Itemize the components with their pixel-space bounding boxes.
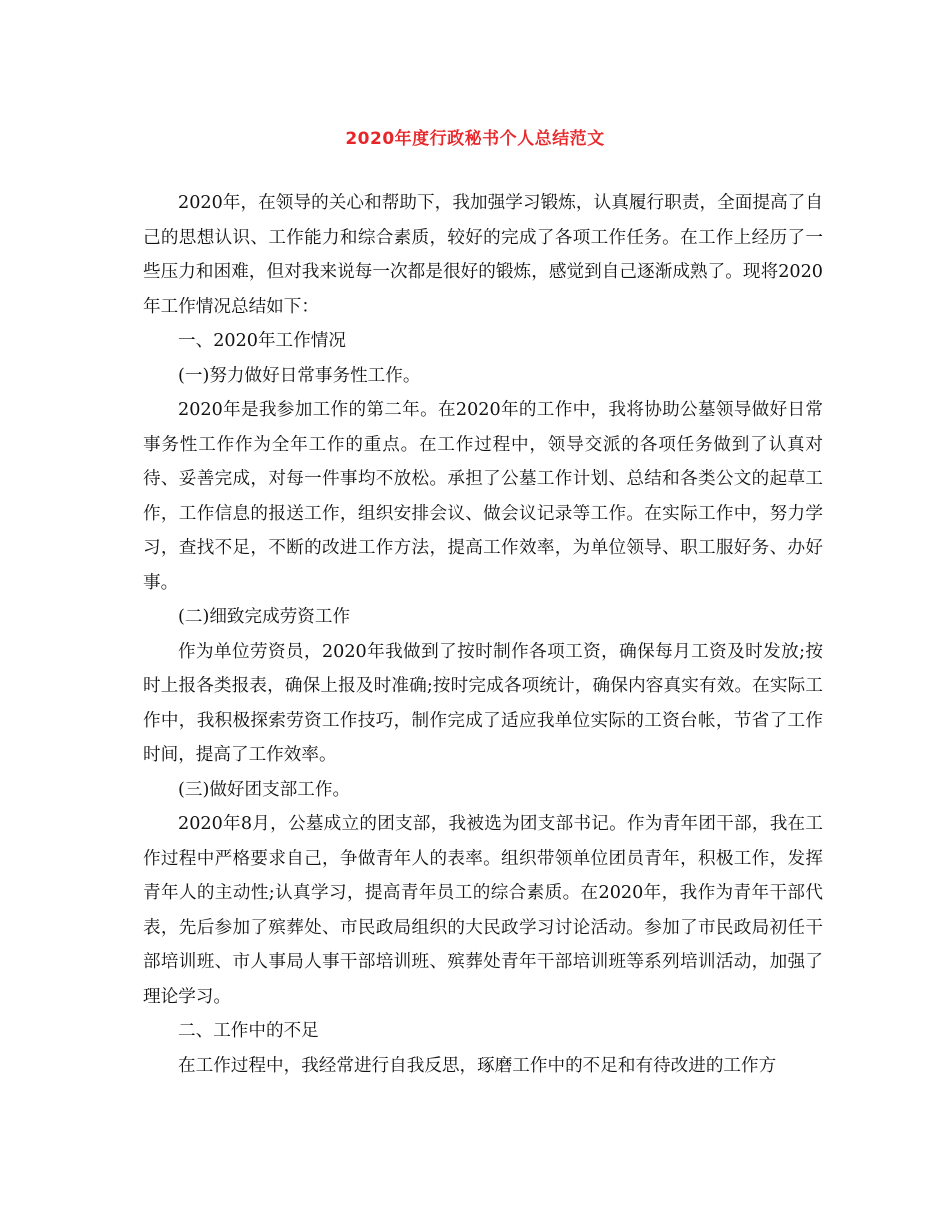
subheading-labor-wages: (二)细致完成劳资工作 xyxy=(178,607,351,627)
section-heading-work-status: 一、2020年工作情况 xyxy=(178,331,346,351)
document-title: 2020年度行政秘书个人总结范文 xyxy=(345,129,605,149)
section-heading-shortcomings: 二、工作中的不足 xyxy=(178,1021,319,1041)
paragraph-youth-league: 2020年8月，公墓成立的团支部，我被选为团支部书记。作为青年团干部，我在工作过程中严格要求自己，争做青年人的表率。组织带领单位团员青年，积极工作，发挥青年人的主动性;认真学习，提高青年员工的综合素质。在2020年，我作为青年干部代表，先后参加了殡葬处、市民政局组织的大民政学习讨论活动。参加了市民政局初任干部培训班、市人事局人事干部培训班、殡葬处青年干部培训班等系列培训活动，加强了理论学习。 xyxy=(143,814,823,1007)
subheading-daily-affairs: (一)努力做好日常事务性工作。 xyxy=(178,365,421,386)
paragraph-daily-affairs: 2020年是我参加工作的第二年。在2020年的工作中，我将协助公墓领导做好日常事务性工作作为全年工作的重点。在工作过程中，领导交派的各项任务做到了认真对待、妥善完成，对每一件事均不放松。承担了公墓工作计划、总结和各类公文的起草工作，工作信息的报送工作，组织安排会议、做会议记录等工作。在实际工作中，努力学习，查找不足，不断的改进工作方法，提高工作效率，为单位领导、职工服好务、办好事。 xyxy=(143,400,823,593)
paragraph-intro: 2020年，在领导的关心和帮助下，我加强学习锻炼，认真履行职责，全面提高了自己的思想认识、工作能力和综合素质，较好的完成了各项工作任务。在工作上经历了一些压力和困难，但对我来说每一次都是很好的锻炼，感觉到自己逐渐成熟了。现将2020年工作情况总结如下： xyxy=(143,193,823,317)
document-body xyxy=(143,186,823,1083)
subheading-youth-league: (三)做好团支部工作。 xyxy=(178,779,351,800)
paragraph-shortcomings: 在工作过程中，我经常进行自我反思，琢磨工作中的不足和有待改进的工作方 xyxy=(178,1055,777,1076)
paragraph-labor-wages: 作为单位劳资员，2020年我做到了按时制作各项工资，确保每月工资及时发放;按时上报各类报表，确保上报及时准确;按时完成各项统计，确保内容真实有效。在实际工作中，我积极探索劳资工作技巧，制作完成了适应我单位实际的工资台帐，节省了工作时间，提高了工作效率。 xyxy=(143,641,823,765)
